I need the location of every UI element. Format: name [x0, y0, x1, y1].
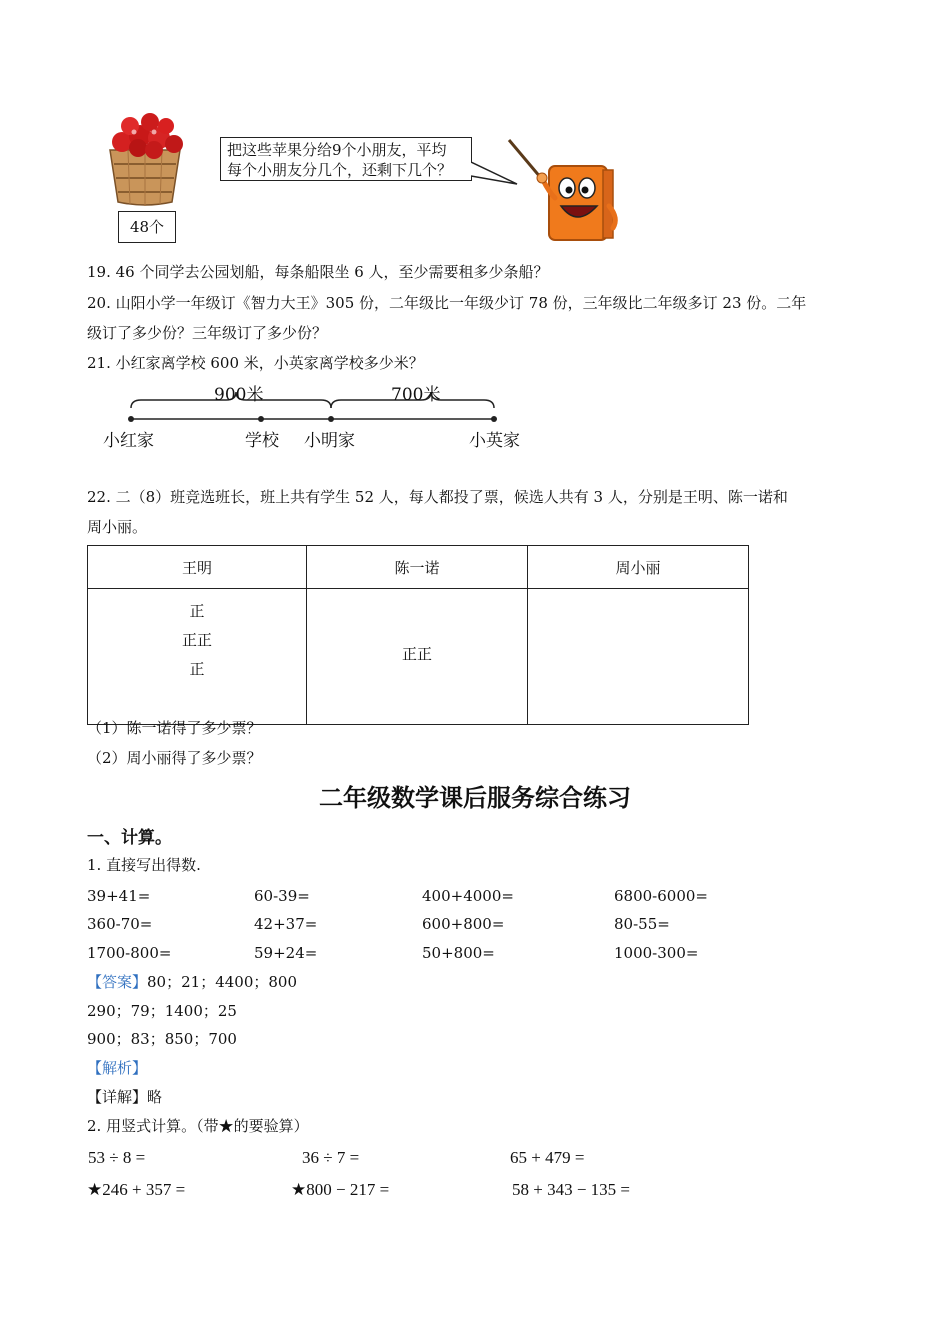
- diagram-label-school: 学校: [245, 431, 279, 451]
- calc-item: 59+24=: [254, 944, 318, 962]
- detail-text: 略: [147, 1088, 163, 1106]
- tally-line: 正: [189, 602, 205, 620]
- section-heading: 一、计算。: [87, 828, 172, 848]
- answer-tag: 【答案】: [87, 973, 148, 991]
- header-zhouxiaoli: 周小丽: [527, 546, 748, 589]
- question-22-line-2: 周小丽。: [87, 518, 148, 536]
- vertical-calc-item: 36 ÷ 7 =: [302, 1148, 360, 1167]
- vertical-calc-item: ★246 + 357 =: [87, 1180, 186, 1199]
- calc-item: 50+800=: [422, 944, 495, 962]
- speech-line-1: 把这些苹果分给9个小朋友，平均: [227, 141, 447, 159]
- diagram-segment-900: 900米: [214, 385, 264, 405]
- diagram-label-xiaoming: 小明家: [304, 431, 355, 451]
- vertical-calc-item: 53 ÷ 8 =: [88, 1148, 146, 1167]
- detail-line: [87, 1087, 162, 1107]
- book-character-image: [505, 136, 625, 246]
- calc-item: 360-70=: [87, 915, 153, 933]
- diagram-segment-700: 700米: [391, 385, 441, 405]
- question-22-line-1: 22. 二（8）班竞选班长，班上共有学生 52 人，每人都投了票，候选人共有 3 人，分别是王明、陈一诺和: [87, 488, 788, 506]
- sub-question-1: （1）陈一诺得了多少票？: [87, 719, 262, 737]
- calc-item: 1000-300=: [614, 944, 699, 962]
- diagram-label-xiaoying: 小英家: [469, 431, 520, 451]
- speech-bubble: [220, 137, 472, 181]
- question-20-line-2: 级订了多少份？三年级订了多少份？: [87, 324, 328, 342]
- sub-question-2: （2）周小丽得了多少票？: [87, 749, 262, 767]
- cell-chenyinuo-votes: 正正: [307, 589, 528, 725]
- calc-item: 60-39=: [254, 887, 310, 905]
- question-19: 19. 46 个同学去公园划船，每条船限坐 6 人，至少需要租多少条船？: [87, 263, 549, 281]
- vertical-calc-item: 65 + 479 =: [510, 1148, 585, 1167]
- calc-item: 600+800=: [422, 915, 505, 933]
- page-title: 二年级数学课后服务综合练习: [319, 784, 631, 812]
- header-chenyinuo: 陈一诺: [307, 546, 528, 589]
- speech-line-2: 每个小朋友分几个，还剩下几个？: [227, 161, 453, 179]
- calc-item: 1700-800=: [87, 944, 172, 962]
- question-21: 21. 小红家离学校 600 米，小英家离学校多少米？: [87, 354, 424, 372]
- vote-table: [87, 545, 749, 725]
- calc-item: 80-55=: [614, 915, 670, 933]
- answer-line-1: [87, 972, 297, 992]
- problem-2-label: 2. 用竖式计算。（带★的要验算）: [87, 1117, 309, 1135]
- cell-wangming-votes: [88, 589, 307, 725]
- apple-basket-image: [104, 112, 186, 208]
- tally-line: 正正: [181, 631, 212, 649]
- vertical-calc-item: ★800 − 217 =: [291, 1180, 390, 1199]
- answer-line-3: 900；83；850；700: [87, 1030, 237, 1048]
- problem-1-label: 1. 直接写出得数.: [87, 856, 201, 874]
- cell-zhouxiaoli-votes: [527, 589, 748, 725]
- answer-line-2: 290；79；1400；25: [87, 1002, 237, 1020]
- apple-count-box: 48个: [118, 211, 176, 243]
- detail-tag: 【详解】: [87, 1088, 148, 1106]
- header-wangming: 王明: [88, 546, 307, 589]
- calc-item: 400+4000=: [422, 887, 514, 905]
- diagram-label-xiaohong: 小红家: [103, 431, 154, 451]
- calc-item: 39+41=: [87, 887, 151, 905]
- vertical-calc-item: 58 + 343 − 135 =: [512, 1180, 631, 1199]
- tally-line: 正: [189, 660, 205, 678]
- question-20-line-1: 20. 山阳小学一年级订《智力大王》305 份，二年级比一年级少订 78 份，三年级比二年级多订 23 份。二年: [87, 294, 807, 312]
- calc-item: 42+37=: [254, 915, 318, 933]
- calc-item: 6800-6000=: [614, 887, 708, 905]
- answer-text: 80；21；4400；800: [147, 973, 297, 991]
- analysis-tag: 【解析】: [87, 1059, 148, 1077]
